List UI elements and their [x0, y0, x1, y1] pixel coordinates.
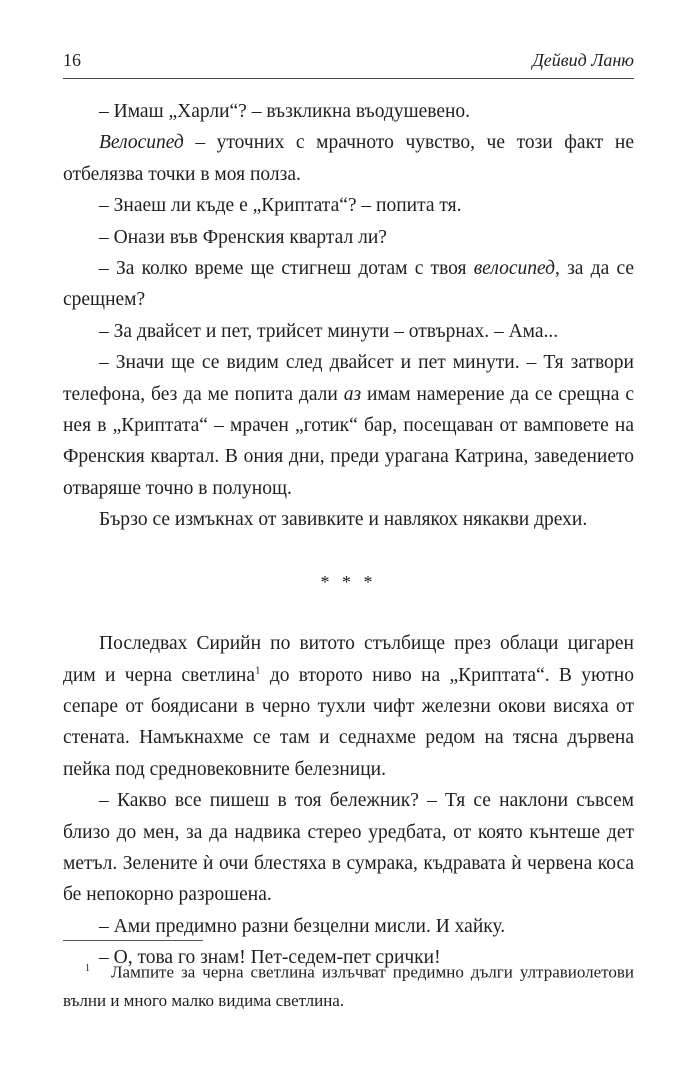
footnote-divider [63, 940, 203, 941]
paragraph: Бързо се измъкнах от завивките и навлякох някакви дрехи. [99, 509, 588, 531]
running-header [63, 50, 634, 71]
paragraph: – Ами предимно разни безцелни мисли. И хайку. [99, 915, 506, 937]
body-text [63, 96, 634, 974]
paragraph: – Имаш „Харли“? – възкликна въодушевено. [99, 101, 471, 122]
paragraph: – За колко време ще стигнеш дотам с твоя велосипед, за да се срещнем? [63, 258, 634, 311]
paragraph: – Какво все пишеш в тоя бележник? – Тя се наклони съвсем близо до мен, за да надвика стерео уредбата, от която кънтеше дет метъл. Зелените ѝ очи блестяха в сумрака, къдравата ѝ червена коса бе непокорно разрошена. [63, 790, 634, 906]
paragraph: – О, това го знам! Пет-седем-пет срички! [99, 947, 441, 969]
paragraph: – Знаеш ли къде е „Криптата“? – попита тя. [99, 195, 462, 217]
footnote-number: 1 [85, 963, 90, 974]
header-divider [63, 78, 634, 79]
paragraph: – Значи ще се видим след двайсет и пет минути. – Тя затвори телефона, без да ме попита дали аз имам намерение да се срещна с нея в „Криптата“ – мрачен „готик“ бар, посещаван от вамповете на Френския квартал. В ония дни, преди урагана Катрина, заведението отваряше точно в полунощ. [63, 352, 634, 499]
footnote [63, 955, 634, 1015]
paragraph: Велосипед – уточних с мрачното чувство, че този факт не отбелязва точки в моя полза. [63, 132, 634, 185]
page-number: 16 [63, 50, 81, 70]
footnote-text: Лампите за черна светлина излъчват предимно дълги ултравиолетови вълни и много малко видима светлина. [63, 962, 635, 1010]
running-author: Дейвид Ланю [532, 50, 634, 70]
paragraph: Последвах Сирийн по витото стълбище през облаци цигарен дим и черна светлина$^1$ до второто ниво на „Криптата“. В уютно сепаре от боядисани в черно тухли чифт железни окови висяха от стената. Намъкнахме се там и седнахме редом на тясна дървена пейка под средновековните белезници. [63, 633, 634, 780]
paragraph: – Онази във Френския квартал ли? [99, 226, 387, 248]
section-separator: * * * [320, 571, 377, 592]
footnote-marker: 1 [255, 664, 261, 676]
paragraph: – За двайсет и пет, трийсет минути – отвърнах. – Ама... [99, 320, 559, 342]
